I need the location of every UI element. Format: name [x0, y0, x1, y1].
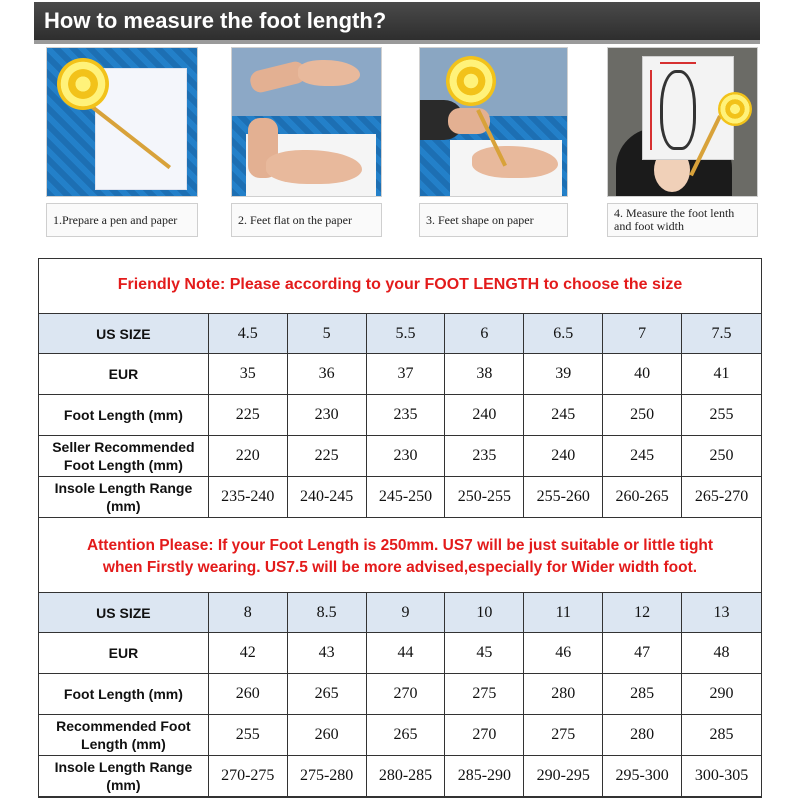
size-cell: 38	[445, 354, 524, 395]
size-cell: 40	[603, 354, 682, 395]
size-table-1	[38, 313, 762, 518]
size-cell: 275	[445, 674, 524, 715]
size-cell: 290	[682, 674, 762, 715]
size-cell: 295-300	[603, 756, 682, 797]
step-3	[419, 47, 568, 239]
table-row	[39, 633, 762, 674]
size-cell: 46	[524, 633, 603, 674]
table-row	[39, 436, 762, 477]
size-cell: 250-255	[445, 477, 524, 518]
size-cell: 45	[445, 633, 524, 674]
size-cell: 43	[287, 633, 366, 674]
size-cell: 265	[287, 674, 366, 715]
size-cell: 250	[603, 395, 682, 436]
header-underline	[34, 40, 760, 44]
row-label: US SIZE	[39, 314, 209, 354]
lollipop-pen-topper	[718, 92, 752, 126]
step-4-caption: 4. Measure the foot lenth and foot width	[607, 203, 758, 237]
size-cell: 235-240	[208, 477, 287, 518]
step-2-photo	[231, 47, 382, 197]
size-table-2	[38, 592, 762, 797]
row-label: Recommended Foot Length (mm)	[39, 715, 209, 756]
size-cell: 270	[366, 674, 445, 715]
lollipop-pen-topper	[446, 56, 496, 106]
size-cell: 37	[366, 354, 445, 395]
size-cell: 235	[445, 436, 524, 477]
row-label: Insole Length Range (mm)	[39, 477, 209, 518]
size-cell: 5	[287, 314, 366, 354]
table-row	[39, 314, 762, 354]
step-1-caption: 1.Prepare a pen and paper	[46, 203, 198, 237]
size-cell: 270-275	[208, 756, 287, 797]
size-cell: 6	[445, 314, 524, 354]
foot	[298, 60, 360, 86]
step-1-photo	[46, 47, 198, 197]
size-cell: 6.5	[524, 314, 603, 354]
size-cell: 47	[603, 633, 682, 674]
size-cell: 13	[682, 593, 762, 633]
step-2-caption: 2. Feet flat on the paper	[231, 203, 382, 237]
size-cell: 280	[524, 674, 603, 715]
size-cell: 41	[682, 354, 762, 395]
size-cell: 48	[682, 633, 762, 674]
size-cell: 265-270	[682, 477, 762, 518]
step-4-photo	[607, 47, 758, 197]
row-label: Insole Length Range (mm)	[39, 756, 209, 797]
size-cell: 290-295	[524, 756, 603, 797]
size-cell: 255	[682, 395, 762, 436]
row-label: Seller Recommended Foot Length (mm)	[39, 436, 209, 477]
size-cell: 10	[445, 593, 524, 633]
size-cell: 265	[366, 715, 445, 756]
table-row	[39, 354, 762, 395]
table-row	[39, 593, 762, 633]
size-cell: 11	[524, 593, 603, 633]
size-cell: 285	[682, 715, 762, 756]
table-row	[39, 395, 762, 436]
size-cell: 260	[287, 715, 366, 756]
size-cell: 250	[682, 436, 762, 477]
size-cell: 275-280	[287, 756, 366, 797]
attention-note-line-2: when Firstly wearing. US7.5 will be more advised,especially for Wider width foot.	[102, 559, 698, 576]
attention-note-line-1: Attention Please: If your Foot Length is 250mm. US7 will be just suitable or little tight	[86, 537, 714, 554]
size-cell: 44	[366, 633, 445, 674]
size-cell: 255-260	[524, 477, 603, 518]
size-cell: 240-245	[287, 477, 366, 518]
size-cell: 5.5	[366, 314, 445, 354]
size-cell: 245	[524, 395, 603, 436]
lollipop-pen-topper	[57, 58, 109, 110]
page-title: How to measure the foot length?	[44, 8, 387, 33]
size-cell: 230	[366, 436, 445, 477]
size-cell: 8.5	[287, 593, 366, 633]
size-cell: 230	[287, 395, 366, 436]
size-cell: 225	[287, 436, 366, 477]
size-cell: 300-305	[682, 756, 762, 797]
friendly-note: Friendly Note: Please according to your FOOT LENGTH to choose the size	[117, 276, 683, 293]
table-row	[39, 715, 762, 756]
step-1	[46, 47, 198, 239]
size-cell: 8	[208, 593, 287, 633]
size-cell: 7.5	[682, 314, 762, 354]
size-cell: 280-285	[366, 756, 445, 797]
step-4	[607, 47, 758, 239]
table-row	[39, 477, 762, 518]
size-cell: 275	[524, 715, 603, 756]
size-cell: 225	[208, 395, 287, 436]
row-label: EUR	[39, 633, 209, 674]
row-label: Foot Length (mm)	[39, 395, 209, 436]
size-cell: 220	[208, 436, 287, 477]
step-3-caption: 3. Feet shape on paper	[419, 203, 568, 237]
table-row	[39, 674, 762, 715]
foot-outline	[660, 70, 696, 150]
size-cell: 245	[603, 436, 682, 477]
size-cell: 12	[603, 593, 682, 633]
table-row	[39, 756, 762, 797]
row-label: EUR	[39, 354, 209, 395]
row-label: US SIZE	[39, 593, 209, 633]
size-cell: 285	[603, 674, 682, 715]
row-label: Foot Length (mm)	[39, 674, 209, 715]
size-cell: 260	[208, 674, 287, 715]
step-3-photo	[419, 47, 568, 197]
attention-note	[38, 535, 762, 579]
size-cell: 260-265	[603, 477, 682, 518]
size-cell: 245-250	[366, 477, 445, 518]
size-cell: 4.5	[208, 314, 287, 354]
size-cell: 240	[524, 436, 603, 477]
size-cell: 255	[208, 715, 287, 756]
size-cell: 36	[287, 354, 366, 395]
size-cell: 235	[366, 395, 445, 436]
size-cell: 9	[366, 593, 445, 633]
header-bar	[34, 2, 760, 40]
size-cell: 240	[445, 395, 524, 436]
size-cell: 39	[524, 354, 603, 395]
size-cell: 42	[208, 633, 287, 674]
step-2	[231, 47, 382, 239]
size-cell: 270	[445, 715, 524, 756]
size-cell: 285-290	[445, 756, 524, 797]
size-cell: 280	[603, 715, 682, 756]
size-cell: 35	[208, 354, 287, 395]
size-cell: 7	[603, 314, 682, 354]
